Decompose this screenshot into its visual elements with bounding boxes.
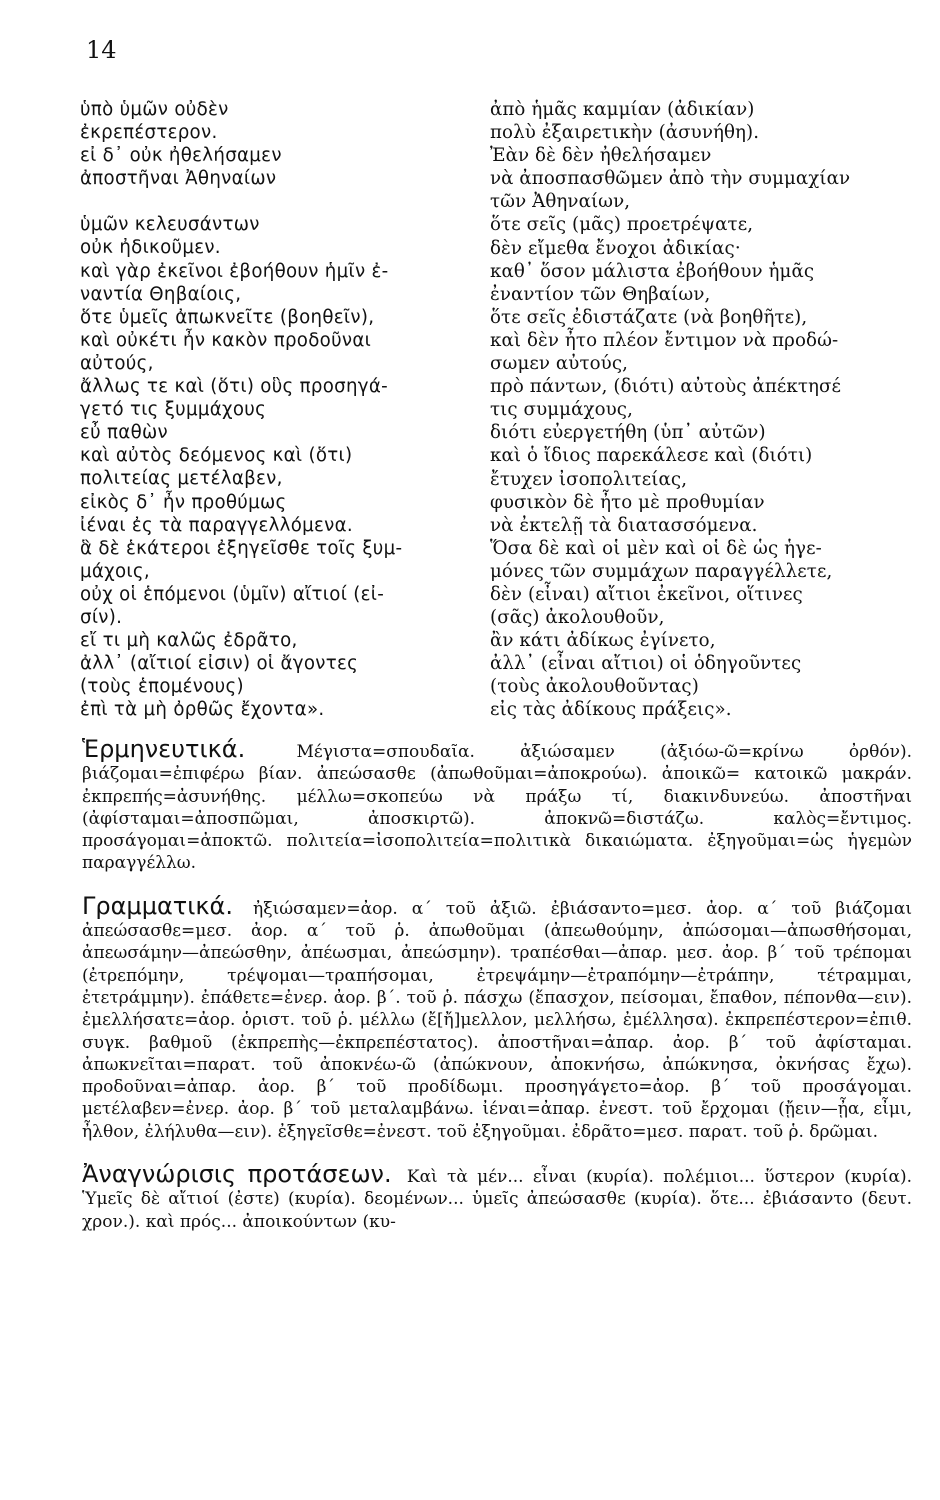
translation-line: διότι εὐεργετήθη (ὑπ᾽ αὐτῶν) — [490, 422, 766, 444]
translation-line: ἐναντίον τῶν Θηβαίων, — [490, 283, 711, 305]
translation-line: καὶ δὲν ἦτο πλέον ἔντιμον νὰ προδώ- — [490, 329, 839, 351]
translation-line: ἀλλ᾽ (εἶναι αἴτιοι) οἱ ὁδηγοῦντες — [490, 653, 802, 675]
translation-line: καθ᾽ ὅσον μάλιστα ἐβοήθουν ἡμᾶς — [490, 260, 815, 282]
greek-text-line: αὐτούς, — [80, 352, 154, 374]
greek-text-line: ὑμῶν κελευσάντων — [80, 214, 260, 236]
greek-text-line — [80, 190, 480, 213]
translation-line: εἰς τὰς ἀδίκους πράξεις». — [490, 699, 732, 721]
section-heading: Ἀναγνώρισις προτάσεων. — [82, 1160, 392, 1189]
greek-text-line: σίν). — [80, 606, 123, 628]
greek-text-line: ὅτε ὑμεῖς ἀπωκνεῖτε (βοηθεῖν), — [80, 306, 375, 328]
translation-line: δὲν εἴμεθα ἔνοχοι ἀδικίας· — [490, 237, 741, 259]
translation-line: καὶ ὁ ἴδιος παρεκάλεσε καὶ (διότι) — [490, 445, 813, 467]
greek-text-line: (τοὺς ἑπομένους) — [80, 676, 244, 698]
greek-text-line: καὶ γὰρ ἐκεῖνοι ἐβοήθουν ἡμῖν ἐ- — [80, 260, 389, 282]
translation-line: πρὸ πάντων, (διότι) αὐτοὺς ἀπέκτησέ — [490, 376, 842, 398]
section-sentence-analysis — [82, 1160, 912, 1233]
greek-text-line: εἴ τι μὴ καλῶς ἐδρᾶτο, — [80, 630, 298, 652]
greek-text-line: ἀλλ᾽ (αἴτιοί εἰσιν) οἱ ἄγοντες — [80, 653, 359, 675]
greek-text-line: εἰκὸς δ᾽ ἦν προθύμως — [80, 491, 287, 513]
translation-line: Ὅσα δὲ καὶ οἱ μὲν καὶ οἱ δὲ ὡς ἡγε- — [490, 537, 822, 559]
translation-line: σωμεν αὐτούς, — [490, 353, 628, 375]
translation-line: πολὺ ἐξαιρετικὴν (ἀσυνήθη). — [490, 122, 760, 144]
section-heading: Ἑρμηνευτικά. — [82, 735, 246, 763]
original-text-column — [80, 98, 480, 721]
greek-text-line: ἰέναι ἐς τὰ παραγγελλόμενα. — [80, 514, 353, 536]
greek-text-line: οὐχ οἱ ἑπόμενοι (ὑμῖν) αἴτιοί (εἰ- — [80, 583, 385, 605]
translation-line: Ἐὰν δὲ δὲν ἠθελήσαμεν — [490, 145, 712, 167]
translation-line: νὰ ἀποσπασθῶμεν ἀπὸ τὴν συμμαχίαν — [490, 168, 851, 190]
greek-text-line: εὖ παθὼν — [80, 422, 168, 444]
greek-text-line: καὶ οὐκέτι ἦν κακὸν προδοῦναι — [80, 329, 372, 351]
translation-line: ἂν κάτι ἀδίκως ἐγίνετο, — [490, 630, 716, 652]
greek-text-line: ναντία Θηβαίοις, — [80, 283, 242, 305]
translation-line: ὅτε σεῖς (μᾶς) προετρέψατε, — [490, 214, 754, 236]
translation-line: (τοὺς ἀκολουθοῦντας) — [490, 676, 699, 698]
translation-line: (σᾶς) ἀκολουθοῦν, — [490, 607, 665, 629]
translation-line: μόνες τῶν συμμάχων παραγγέλλετε, — [490, 560, 833, 582]
greek-text-line: ἃ δὲ ἑκάτεροι ἐξηγεῖσθε τοῖς ξυμ- — [80, 537, 403, 559]
greek-text-line: γετό τις ξυμμάχους — [80, 399, 267, 421]
translation-line: ἀπὸ ἡμᾶς καμμίαν (ἀδικίαν) — [490, 99, 755, 120]
greek-text-line: εἰ δ᾽ οὐκ ἠθελήσαμεν — [80, 145, 282, 167]
translation-line: δὲν (εἶναι) αἴτιοι ἐκεῖνοι, οἵτινες — [490, 583, 803, 605]
greek-text-line: ὑπὸ ὑμῶν οὐδὲν — [80, 99, 229, 120]
translation-line: τῶν Ἀθηναίων, — [490, 191, 631, 213]
page-number: 14 — [86, 36, 117, 64]
section-body: ἠξιώσαμεν=ἀορ. α΄ τοῦ ἀξιῶ. ἐβιάσαντο=μεσ. ἀορ. α΄ τοῦ βιάζομαι ἀπεώσασθε=μεσ. ἀορ. α΄ τοῦ ῥ. ἀπωθοῦμαι (ἀπεωθούμην, ἀπώσομαι—ἀπωσθήσομαι, ἀπεωσάμην—ἀπεώσθην, ἀπέωσμαι, ἀπεώσμην). τραπέσθαι—ἀπαρ. μεσ. ἀορ. β΄ τοῦ τρέπομαι (ἐτρεπόμην, τρέψομαι—τραπήσομαι, ἐτρεψάμην—ἐτραπόμην—ἐτράπην, τέτραμμαι, ἐτετράμμην). ἐπάθετε=ἐνερ. ἀορ. β΄. τοῦ ῥ. πάσχω (ἔπασχον, πείσομαι, ἔπαθον, πέπονθα—ειν). ἐμελλήσατε=ἀορ. ὁριστ. τοῦ ῥ. μέλλω (ἔ[ἤ]μελλον, μελλήσω, ἐμέλλησα). ἐκπρεπέστερον=ἐπιθ. συγκ. βαθμοῦ (ἐκπρεπὴς—ἐκπρεπέστατος). ἀποστῆναι=ἀπαρ. ἀορ. β΄ τοῦ ἀφίσταμαι. ἀπωκνεῖται=παρατ. τοῦ ἀποκνέω-ῶ (ἀπώκνουν, ἀποκνήσω, ἀπώκνησα, ὀκνήσας ἔχω). προδοῦναι=ἀπαρ. ἀορ. β΄ τοῦ προδίδωμι. προσηγάγετο=ἀορ. β΄ τοῦ προσάγομαι. μετέλαβεν=ἐνερ. ἀορ. β΄ τοῦ μεταλαμβάνω. ἰέναι=ἀπαρ. ἐνεστ. τοῦ ἔρχομαι (ᾔειν—ᾖα, εἶμι, ἦλθον, ἐλήλυθα—ειν). ἐξηγεῖσθε=ἐνεστ. τοῦ ἐξηγοῦμαι. ἐδρᾶτο=μεσ. παρατ. τοῦ ῥ. δρῶμαι. — [82, 898, 912, 1142]
section-heading: Γραμματικά. — [82, 891, 233, 920]
greek-text-line: ἀποστῆναι Ἀθηναίων — [80, 168, 277, 190]
translation-line: ὅτε σεῖς ἐδιστάζατε (νὰ βοηθῆτε), — [490, 306, 808, 328]
section-interpretive — [82, 735, 912, 875]
section-body: Καὶ τὰ μέν... εἶναι (κυρία). πολέμιοι... ὕστερον (κυρία). Ὑμεῖς δὲ αἴτιοί (ἐστε) (κυρία). δεομένων... ὑμεῖς ἀπεώσασθε (κυρία). ὅτε... ἐβιάσαντο (δευτ. χρον.). καὶ πρός... ἀποικούντων (κυ- — [82, 1167, 912, 1232]
translation-column — [490, 98, 910, 722]
translation-line: τις συμμάχους, — [490, 399, 633, 421]
greek-text-line: ἐκρεπέστερον. — [80, 122, 218, 144]
section-grammatical — [82, 891, 912, 1143]
greek-text-line: ἄλλως τε καὶ (ὅτι) οὓς προσηγά- — [80, 376, 389, 398]
greek-text-line: οὐκ ἠδικοῦμεν. — [80, 237, 221, 259]
section-body: Μέγιστα=σπουδαῖα. ἀξιώσαμεν (ἀξιόω-ῶ=κρίνω ὀρθόν). βιάζομαι=ἐπιφέρω βίαν. ἀπεώσασθε (ἀπωθοῦμαι=ἀποκρούω). ἀποικῶ= κατοικῶ μακράν. ἐκπρεπής=ἀσυνήθης. μέλλω=σκοπεύω νὰ πράξω τί, διακινδυνεύω. ἀποστῆναι (ἀφίσταμαι=ἀποσπῶμαι, ἀποσκιρτῶ). ἀποκνῶ=διστάζω. καλὸς=ἔντιμος. προσάγομαι=ἀποκτῶ. πολιτεία=ἰσοπολιτεία=πολιτικὰ δικαιώματα. ἐξηγοῦμαι=ὡς ἡγεμὼν παραγγέλλω. — [82, 742, 912, 874]
translation-line: νὰ ἐκτελῇ τὰ διατασσόμενα. — [490, 514, 758, 536]
translation-line: ἔτυχεν ἰσοπολιτείας, — [490, 468, 688, 490]
notes-sections — [82, 735, 912, 1253]
greek-text-line: πολιτείας μετέλαβεν, — [80, 468, 283, 490]
greek-text-line: ἐπὶ τὰ μὴ ὀρθῶς ἔχοντα». — [80, 699, 325, 721]
greek-text-line: καὶ αὐτὸς δεόμενος καὶ (ὅτι) — [80, 445, 353, 467]
greek-text-line: μάχοις, — [80, 560, 150, 582]
translation-line: φυσικὸν δὲ ἦτο μὲ προθυμίαν — [490, 491, 765, 513]
